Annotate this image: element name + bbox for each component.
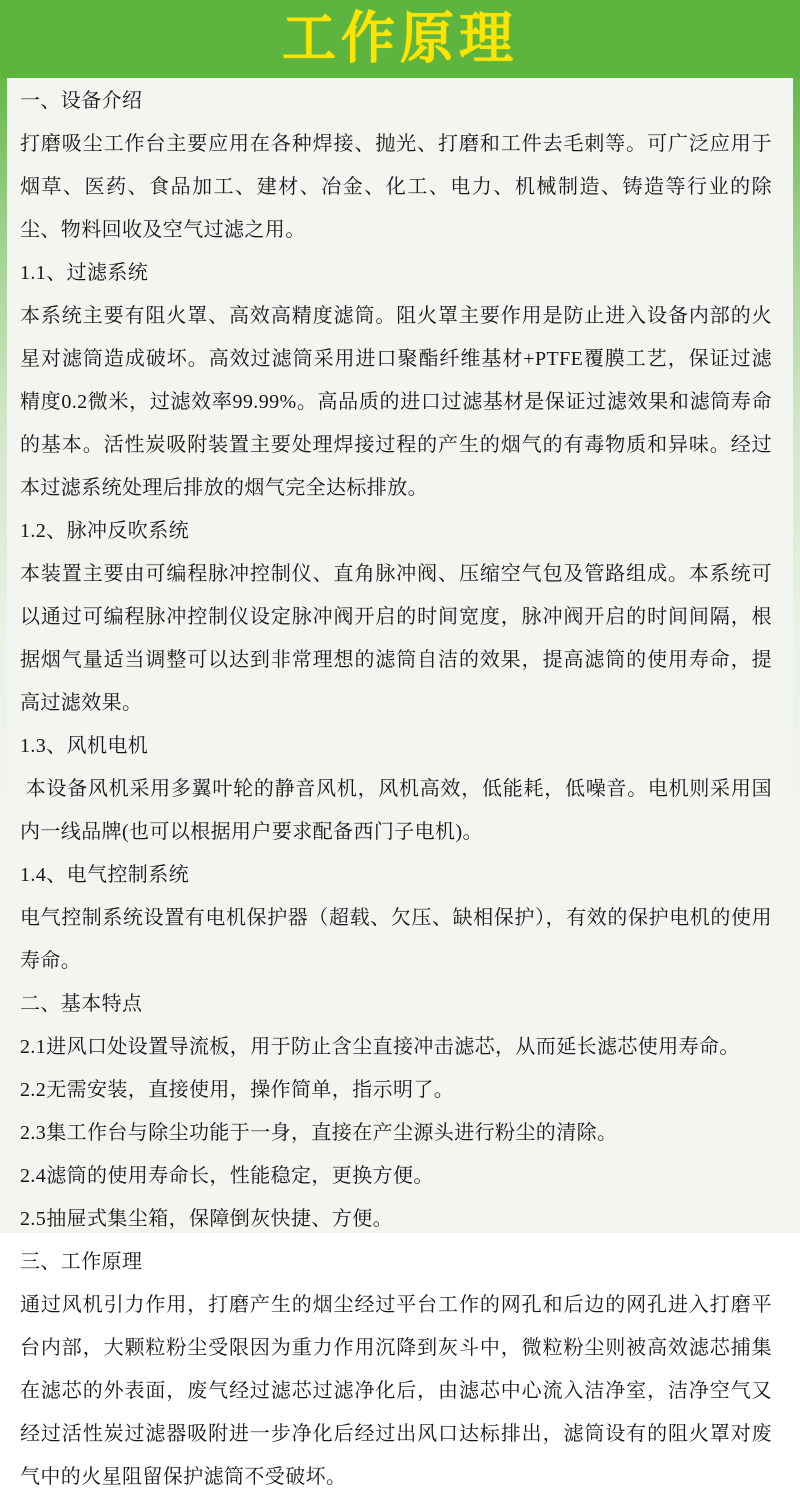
section-heading: 二、基本特点 xyxy=(20,993,143,1015)
paragraph: 2.4滤筒的使用寿命长，性能稳定，更换方便。 xyxy=(20,1165,434,1187)
paragraph: 2.1进风口处设置导流板，用于防止含尘直接冲击滤芯，从而延长滤芯使用寿命。 xyxy=(20,1036,740,1058)
section-heading: 1.2、脉冲反吹系统 xyxy=(20,520,189,542)
left-edge-decoration xyxy=(0,78,7,1233)
section-heading: 1.3、风机电机 xyxy=(20,735,149,757)
paragraph: 2.2无需安装，直接使用，操作简单，指示明了。 xyxy=(20,1079,455,1101)
paragraph: 本系统主要有阻火罩、高效高精度滤筒。阻火罩主要作用是防止进入设备内部的火星对滤筒造成破坏。高效过滤筒采用进口聚酯纤维基材+PTFE覆膜工艺，保证过滤精度0.2微米，过滤效率99.99%。高品质的进口过滤基材是保证过滤效果和滤筒寿命的基本。活性炭吸附装置主要处理焊接过程的产生的烟气的有毒物质和异味。经过本过滤系统处理后排放的烟气完全达标排放。 xyxy=(20,305,772,499)
section-heading: 一、设备介绍 xyxy=(20,90,143,112)
paragraph: 本设备风机采用多翼叶轮的静音风机，风机高效，低能耗，低噪音。电机则采用国内一线品牌(也可以根据用户要求配备西门子电机)。 xyxy=(20,778,772,843)
paragraph: 2.3集工作台与除尘功能于一身，直接在产尘源头进行粉尘的清除。 xyxy=(20,1122,618,1144)
paragraph: 2.5抽屉式集尘箱，保障倒灰快捷、方便。 xyxy=(20,1208,393,1230)
page-title: 工作原理 xyxy=(282,7,518,71)
paragraph: 电气控制系统设置有电机保护器（超载、欠压、缺相保护），有效的保护电机的使用寿命。 xyxy=(20,907,772,972)
section-heading: 1.1、过滤系统 xyxy=(20,262,149,284)
paragraph: 通过风机引力作用，打磨产生的烟尘经过平台工作的网孔和后边的网孔进入打磨平台内部，大颗粒粉尘受限因为重力作用沉降到灰斗中，微粒粉尘则被高效滤芯捕集在滤芯的外表面，废气经过滤芯过滤净化后，由滤芯中心流入洁净室，洁净空气又经过活性炭过滤器吸附进一步净化后经过出风口达标排出，滤筒设有的阻火罩对废气中的火星阻留保护滤筒不受破坏。 xyxy=(20,1294,772,1488)
right-edge-decoration xyxy=(793,78,800,1233)
paragraph: 打磨吸尘工作台主要应用在各种焊接、抛光、打磨和工件去毛刺等。可广泛应用于烟草、医药、食品加工、建材、冶金、化工、电力、机械制造、铸造等行业的除尘、物料回收及空气过滤之用。 xyxy=(20,133,772,241)
header-banner xyxy=(0,0,800,78)
content-area xyxy=(0,78,800,1499)
section-heading: 三、工作原理 xyxy=(20,1251,143,1273)
section-heading: 1.4、电气控制系统 xyxy=(20,864,189,886)
paragraph: 本装置主要由可编程脉冲控制仪、直角脉冲阀、压缩空气包及管路组成。本系统可以通过可编程脉冲控制仪设定脉冲阀开启的时间宽度，脉冲阀开启的时间间隔，根据烟气量适当调整可以达到非常理想的滤筒自洁的效果，提高滤筒的使用寿命，提高过滤效果。 xyxy=(20,563,772,714)
